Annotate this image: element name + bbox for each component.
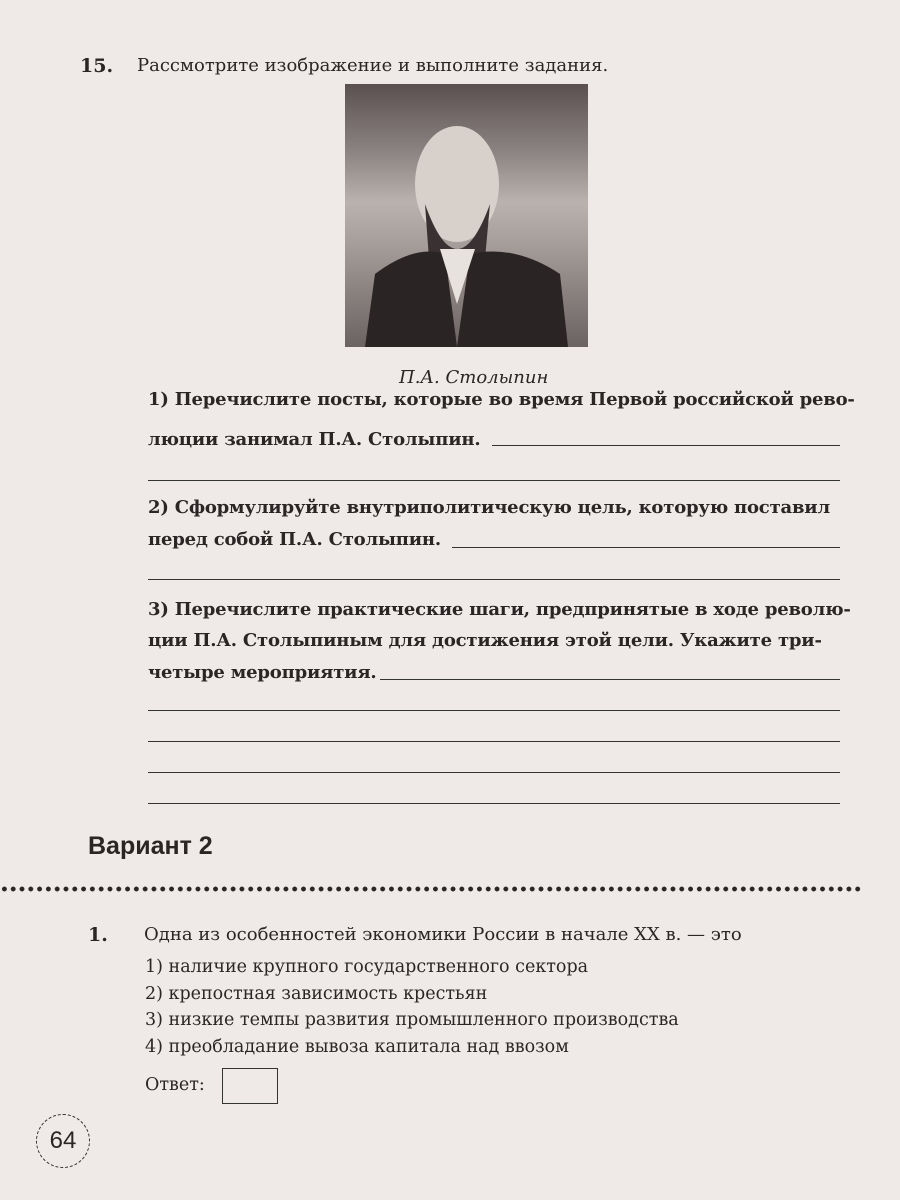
answer-line[interactable] (380, 679, 840, 680)
subtask-3-line-2: ции П.А. Столыпиным для достижения этой цели. Укажите три- (148, 630, 822, 651)
answer-line[interactable] (452, 547, 840, 548)
task-15-number: 15. (80, 55, 114, 77)
answer-line[interactable] (148, 710, 840, 711)
option-3: 3) низкие темпы развития промышленного производства (145, 1010, 679, 1030)
subtask-3-line-3: четыре мероприятия. (148, 662, 377, 683)
task-15-prompt: Рассмотрите изображение и выполните задания. (137, 55, 609, 76)
answer-line[interactable] (148, 772, 840, 773)
variant-heading: Вариант 2 (88, 832, 213, 860)
portrait-photo (345, 84, 588, 347)
option-1: 1) наличие крупного государственного сектора (145, 957, 589, 977)
answer-line[interactable] (148, 579, 840, 580)
answer-box[interactable] (222, 1068, 278, 1104)
subtask-3-line-1: 3) Перечислите практические шаги, предпринятые в ходе револю- (148, 599, 851, 620)
subtask-2-line-1: 2) Сформулируйте внутриполитическую цель, которую поставил (148, 497, 830, 518)
subtask-1-line-2: люции занимал П.А. Столыпин. (148, 429, 481, 450)
answer-label: Ответ: (145, 1075, 205, 1095)
dotted-divider (0, 886, 862, 892)
answer-line[interactable] (148, 741, 840, 742)
task-1-number: 1. (88, 924, 108, 946)
option-4: 4) преобладание вывоза капитала над ввозом (145, 1037, 569, 1057)
option-2: 2) крепостная зависимость крестьян (145, 984, 488, 1004)
task-1-prompt: Одна из особенностей экономики России в начале XX в. — это (144, 924, 742, 945)
page-number: 64 (36, 1114, 90, 1168)
portrait-figure-icon (345, 84, 588, 347)
answer-line[interactable] (148, 480, 840, 481)
answer-line[interactable] (148, 803, 840, 804)
subtask-1-line-1: 1) Перечислите посты, которые во время Первой российской рево- (148, 389, 855, 410)
photo-caption: П.А. Столыпин (399, 367, 549, 388)
answer-line[interactable] (492, 445, 840, 446)
subtask-2-line-2: перед собой П.А. Столыпин. (148, 529, 441, 550)
